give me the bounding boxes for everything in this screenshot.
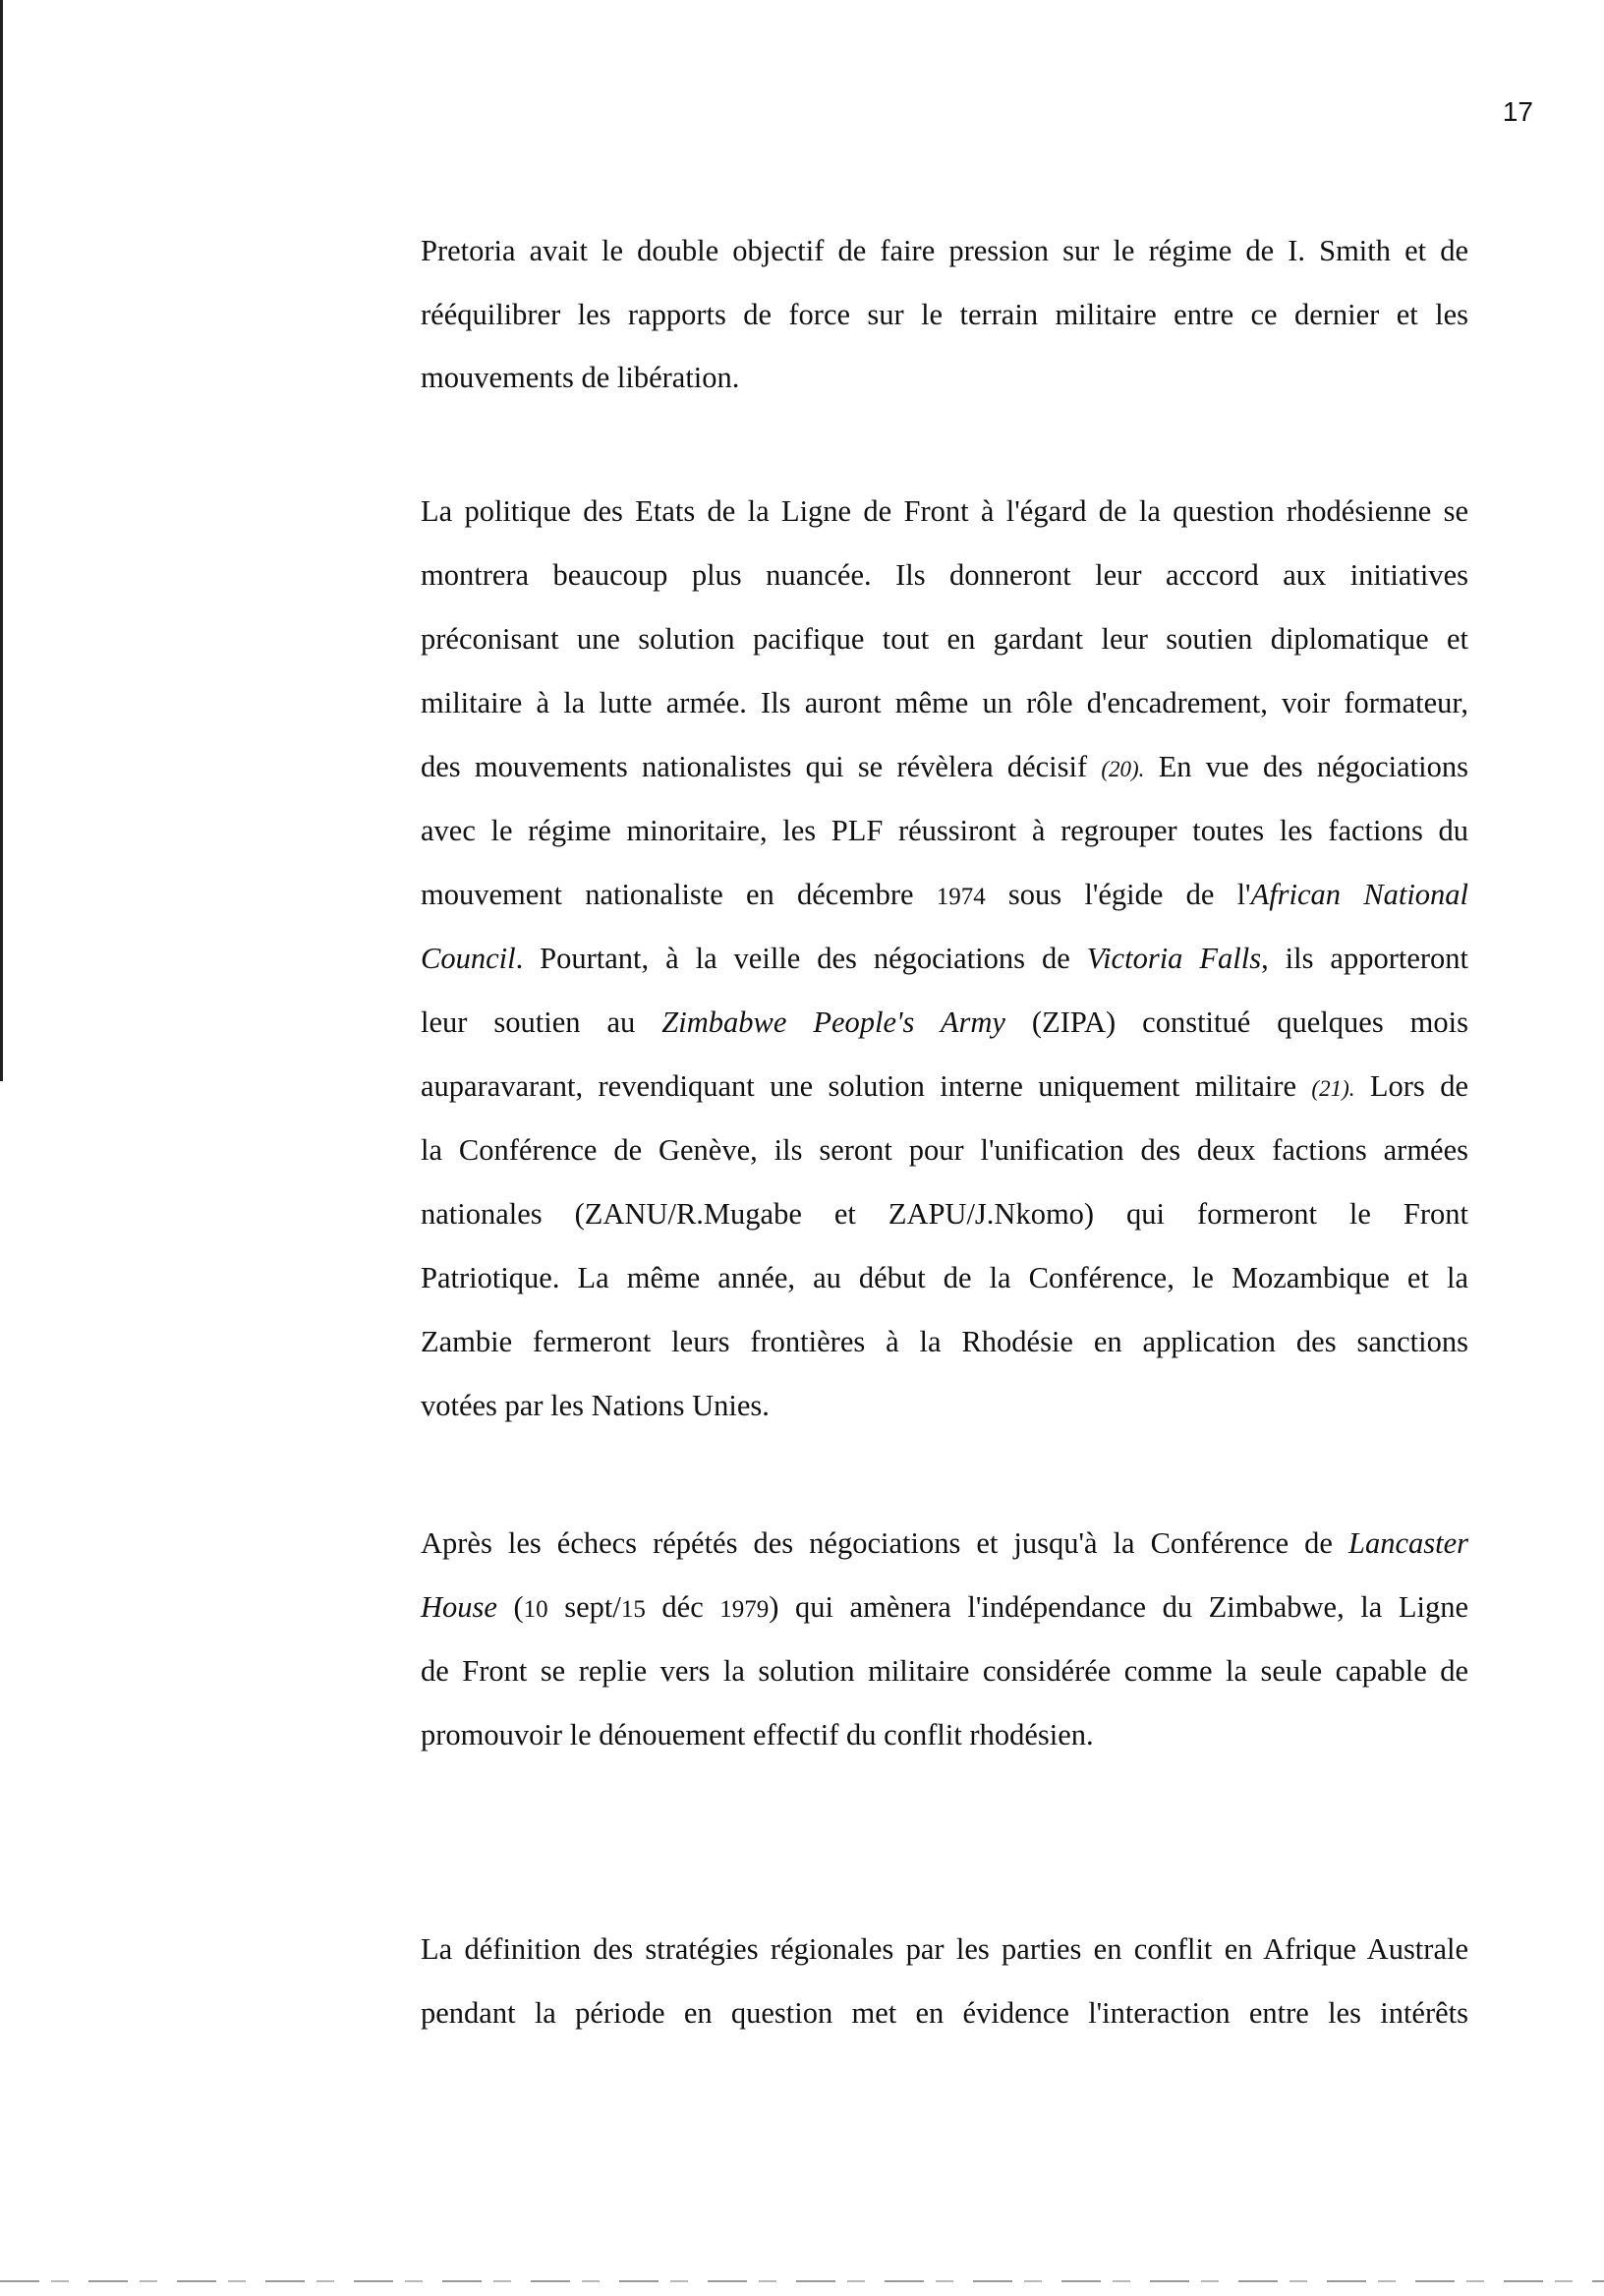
text-line: Pretoria avait le double objectif de faire pression sur le régime de I. Smith et de [421,234,1468,267]
text-line: rééquilibrer les rapports de force sur le terrain militaire entre ce dernier et les [421,298,1468,331]
text-line: des mouvements nationalistes qui se révèlera décisif (20). En vue des négociations [421,750,1468,783]
text-line: Après les échecs répétés des négociations et jusqu'à la Conférence de Lancaster [421,1526,1468,1560]
text-line: avec le régime minoritaire, les PLF réussiront à regrouper toutes les factions du [421,814,1468,847]
text-line: auparavarant, revendiquant une solution interne uniquement militaire (21). Lors de [421,1069,1468,1103]
text-line: promouvoir le dénouement effectif du conflit rhodésien. [421,1718,1094,1751]
text-line: pendant la période en question met en évidence l'interaction entre les intérêts [421,1996,1468,2030]
text-line: La politique des Etats de la Ligne de Front à l'égard de la question rhodésienne se [421,494,1468,528]
text-line: montrera beaucoup plus nuancée. Ils donneront leur acccord aux initiatives [421,558,1468,592]
text-line: La définition des stratégies régionales par les parties en conflit en Afrique Australe [421,1932,1468,1966]
text-line: de Front se replie vers la solution militaire considérée comme la seule capable de [421,1654,1468,1688]
page-number: 17 [1502,96,1533,127]
text-line: Council. Pourtant, à la veille des négociations de Victoria Falls, ils apporteront [421,942,1469,975]
text-line: Zambie fermeront leurs frontières à la Rhodésie en application des sanctions [421,1325,1468,1358]
text-line: mouvements de libération. [421,361,740,394]
text-line: militaire à la lutte armée. Ils auront même un rôle d'encadrement, voir formateur, [421,686,1468,719]
footnote-ref: (21). [1311,1076,1355,1101]
scan-edge-bottom [0,2280,1604,2282]
footnote-ref: (20). [1101,757,1145,781]
text-line: la Conférence de Genève, ils seront pour l'unification des deux factions armées [421,1133,1468,1167]
text-line: votées par les Nations Unies. [421,1389,770,1422]
text-line: leur soutien au Zimbabwe People's Army (ZIPA) constitué quelques mois [421,1005,1468,1039]
text-line: Patriotique. La même année, au début de la Conférence, le Mozambique et la [421,1261,1468,1294]
text-line: préconisant une solution pacifique tout en gardant leur soutien diplomatique et [421,622,1468,656]
scan-edge-left [0,0,3,1081]
text-line: nationales (ZANU/R.Mugabe et ZAPU/J.Nkomo) qui formeront le Front [421,1197,1468,1231]
text-line: House (10 sept/15 déc 1979) qui amènera l'indépendance du Zimbabwe, la Ligne [421,1590,1468,1624]
text-line: mouvement nationaliste en décembre 1974 sous l'égide de l'African National [421,878,1469,911]
